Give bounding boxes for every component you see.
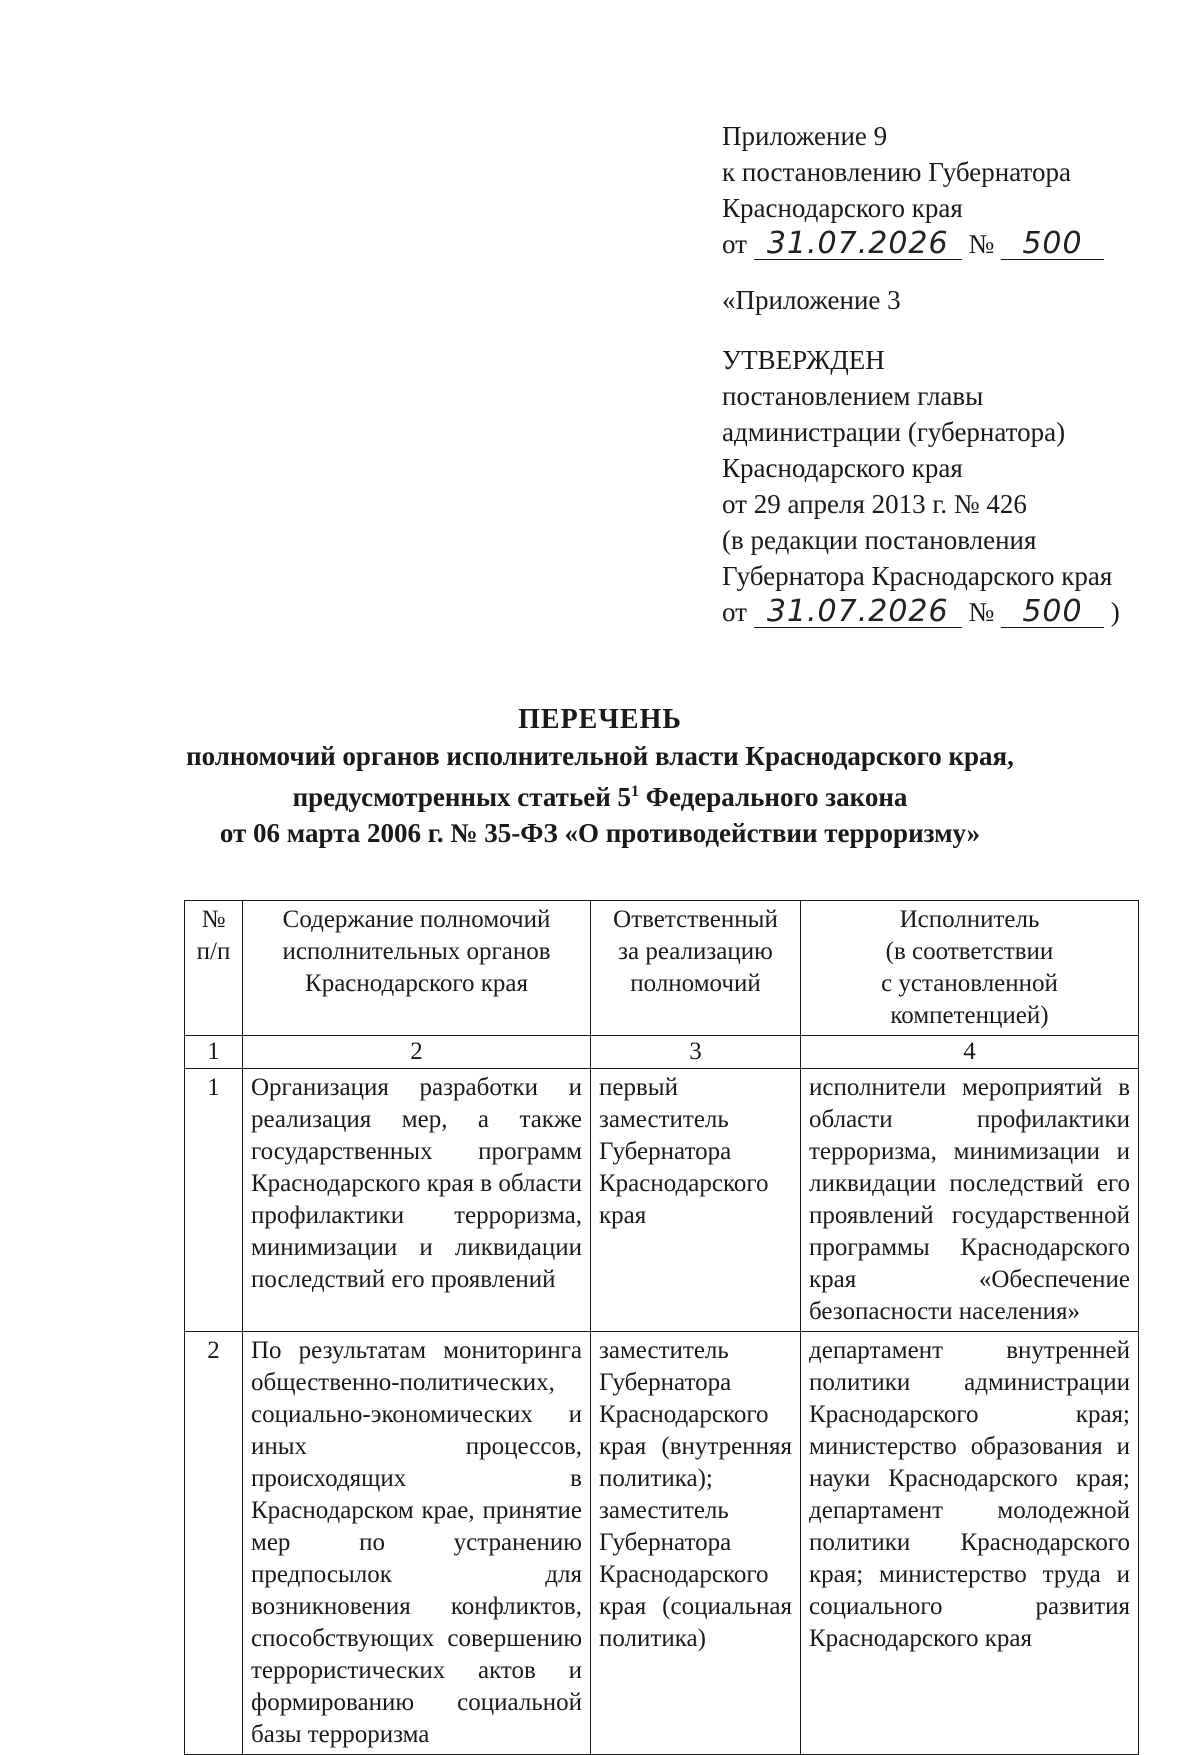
row-number: 1 [185,1069,243,1332]
handwritten-date: 31.07.2026 [754,229,962,260]
column-number: 1 [185,1036,243,1069]
approval-line: Губернатора Краснодарского края [722,561,1113,591]
header-cell-number [185,901,243,1036]
approval-line: (в редакции постановления [722,525,1037,555]
header-text: за реализацию [618,938,773,965]
header-text: (в соответствии [885,938,1054,965]
table-header-row [185,901,1139,1036]
row-executor: департамент внутренней политики администрации Краснодарского края; министерство образования и науки Краснодарского края; департамент молодежной политики Краснодарского края; министерство труда и социального развития Краснодарского края [801,1332,1139,1755]
date-prefix: от [722,597,747,627]
approval-line: постановлением главы [722,381,984,411]
number-prefix: № [968,229,995,259]
appendix-number: Приложение 9 [722,121,888,151]
approval-line: от 29 апреля 2013 г. № 426 [722,489,1027,519]
approval-line: Краснодарского края [722,453,963,483]
header-text: Ответственный [613,906,778,933]
approval-date-line [722,594,1120,630]
title-superscript: 1 [631,783,640,800]
title-line-2-tail: Федерального закона [639,782,908,812]
header-cell-content [243,901,591,1036]
header-text: Содержание полномочий [282,906,551,933]
powers-table [184,900,1139,1755]
approval-line: администрации (губернатора) [722,417,1066,447]
handwritten-number: 500 [1001,229,1104,260]
header-text: № [201,906,226,933]
header-text: исполнительных органов [282,938,551,965]
approval-appendix-line: «Приложение 3 [722,285,901,315]
appendix-to-resolution: к постановлению Губернатора [722,157,1071,187]
approval-approved: УТВЕРЖДЕН [722,345,885,375]
title-line-1: полномочий органов исполнительной власти Краснодарского края, [186,741,1014,771]
handwritten-number: 500 [1001,597,1104,628]
appendix-region: Краснодарского края [722,193,963,223]
header-text: компетенцией) [890,1002,1049,1029]
closing-paren: ) [1110,597,1120,627]
appendix-header [722,118,1104,262]
date-prefix: от [722,229,747,259]
column-number: 4 [801,1036,1139,1069]
header-text: полномочий [630,970,761,997]
row-executor: исполнители мероприятий в области профилактики терроризма, минимизации и ликвидации последствий его проявлений государственной программы Краснодарского края «Обеспечение безопасности населения» [801,1069,1139,1332]
table-row [185,1332,1139,1755]
row-responsible: первый заместитель Губернатора Краснодарского края [591,1069,801,1332]
column-number-row [185,1036,1139,1069]
header-cell-responsible [591,901,801,1036]
header-text: Исполнитель [899,906,1040,933]
row-content: Организация разработки и реализация мер, а также государственных программ Краснодарского края в области профилактики терроризма, минимизации и ликвидации последствий его проявлений [243,1069,591,1332]
title-line-2 [0,774,1200,815]
title-main: ПЕРЕЧЕНЬ [518,704,682,735]
table-row [185,1069,1139,1332]
number-prefix: № [968,597,995,627]
spacer [722,318,1120,342]
header-cell-executor [801,901,1139,1036]
appendix-date-line [722,226,1104,262]
document-title [0,702,1200,851]
header-text: с установленной [881,970,1058,997]
row-responsible: заместитель Губернатора Краснодарского края (внутренняя политика); заместитель Губернатора Краснодарского края (социальная политика) [591,1332,801,1755]
title-line-3: от 06 марта 2006 г. № 35-ФЗ «О противодействии терроризму» [219,818,981,848]
header-text: п/п [196,938,231,965]
row-number: 2 [185,1332,243,1755]
row-content: По результатам мониторинга общественно-политических, социально-экономических и иных процессов, происходящих в Краснодарском крае, принятие мер по устранению предпосылок для возникновения конфликтов, способствующих совершению террористических актов и формированию социальной базы терроризма [243,1332,591,1755]
handwritten-date: 31.07.2026 [754,597,962,628]
title-line-2-text: предусмотренных статьей 5 [292,782,632,812]
column-number: 2 [243,1036,591,1069]
column-number: 3 [591,1036,801,1069]
header-text: Краснодарского края [305,970,528,997]
approval-block [722,282,1120,630]
